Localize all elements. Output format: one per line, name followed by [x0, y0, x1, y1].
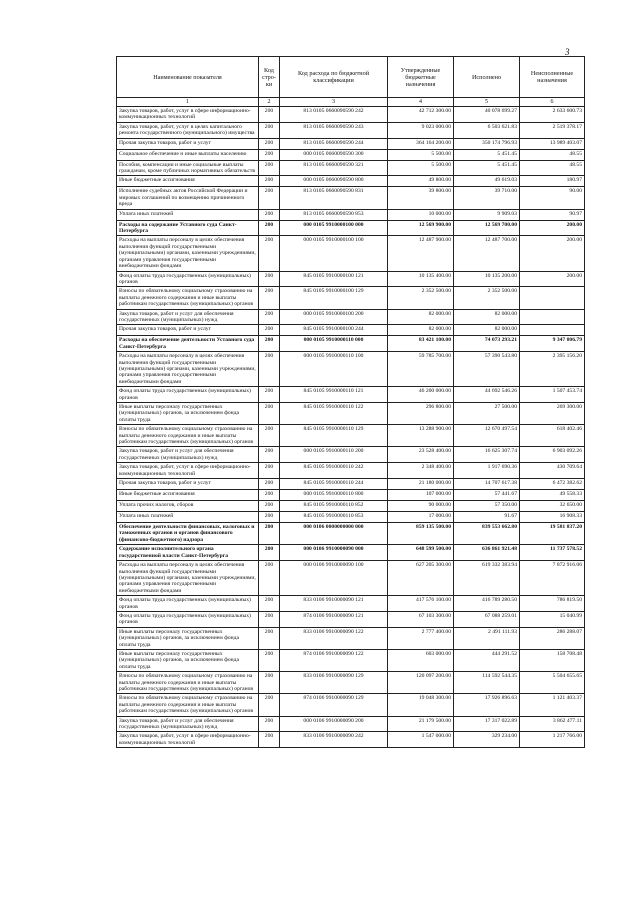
cell-budget-code: 000 0106 9910000090 100: [280, 561, 388, 596]
cell-unexecuted: [520, 309, 585, 325]
cell-executed: 44 692 546.26: [454, 387, 520, 403]
table-row: [117, 611, 585, 627]
table-row: [117, 220, 585, 236]
cell-budget-code: 833 0106 9910000090 121: [280, 596, 388, 612]
cell-indicator-name: Закупка товаров, работ, услуг в сфере информационно-коммуникационных технологий: [117, 463, 259, 479]
column-number-row: [117, 98, 585, 107]
cell-executed: 10 135 200.00: [454, 271, 520, 287]
cell-budget-code: 874 0106 9910000090 121: [280, 611, 388, 627]
column-number: 1: [117, 98, 259, 107]
cell-approved: 67 103 300.00: [388, 611, 454, 627]
cell-unexecuted: 7 872 916.06: [520, 561, 585, 596]
cell-approved: 42 712 300.00: [388, 107, 454, 123]
cell-unexecuted: 5 504 655.65: [520, 672, 585, 694]
cell-budget-code: 845 0105 9910000110 853: [280, 512, 388, 523]
cell-row-code: 200: [259, 512, 280, 523]
cell-budget-code: 000 0105 9910000110 800: [280, 490, 388, 501]
table-row: [117, 425, 585, 447]
header-indicator-name: Наименование показателя: [117, 57, 259, 98]
cell-budget-code: 000 0105 9910000100 000: [280, 220, 388, 236]
cell-row-code: 200: [259, 732, 280, 748]
table-row: [117, 403, 585, 425]
cell-budget-code: 845 0105 9910000110 122: [280, 403, 388, 425]
cell-indicator-name: Иные бюджетные ассигнования: [117, 490, 259, 501]
cell-executed: 17 317 022.89: [454, 716, 520, 732]
cell-row-code: 200: [259, 627, 280, 649]
cell-executed: 619 332 383.94: [454, 561, 520, 596]
cell-indicator-name: Фонд оплаты труда государственных (муниципальных) органов: [117, 611, 259, 627]
cell-row-code: 200: [259, 425, 280, 447]
cell-row-code: 200: [259, 271, 280, 287]
cell-indicator-name: Расходы на обеспечение деятельности Уставного суда Санкт-Петербурга: [117, 336, 259, 352]
header-row-code: Код стро- ки: [259, 57, 280, 98]
cell-row-code: 200: [259, 236, 280, 271]
cell-indicator-name: Закупка товаров, работ, услуг в сфере информационно-коммуникационных технологий: [117, 732, 259, 748]
cell-executed: 74 073 293.21: [454, 336, 520, 352]
cell-row-code: 200: [259, 209, 280, 220]
cell-indicator-name: Иные выплаты персоналу государственных (муниципальных) органов, за исключением фонда оплаты труда: [117, 627, 259, 649]
cell-indicator-name: Закупка товаров, работ, услуг в целях капитального ремонта государственного (муниципального) имущества: [117, 122, 259, 138]
cell-approved: 107 000.00: [388, 490, 454, 501]
cell-executed: 839 553 662.80: [454, 523, 520, 545]
cell-budget-code: 000 0105 9910000110 000: [280, 336, 388, 352]
cell-row-code: 200: [259, 160, 280, 176]
cell-row-code: 200: [259, 138, 280, 149]
cell-budget-code: 813 0105 0660090590 244: [280, 138, 388, 149]
cell-row-code: 200: [259, 545, 280, 561]
cell-budget-code: 845 0105 9910000110 852: [280, 501, 388, 512]
cell-indicator-name: Прочая закупка товаров, работ и услуг: [117, 325, 259, 336]
table-row: [117, 325, 585, 336]
cell-unexecuted: 90.00: [520, 187, 585, 209]
cell-unexecuted: 11 737 578.52: [520, 545, 585, 561]
cell-row-code: 200: [259, 672, 280, 694]
table-row: [117, 287, 585, 309]
cell-budget-code: 874 0106 9910000090 122: [280, 649, 388, 671]
cell-unexecuted: 32 650.00: [520, 501, 585, 512]
table-row: [117, 138, 585, 149]
table-body: [117, 107, 585, 748]
cell-approved: 59 785 700.00: [388, 352, 454, 387]
cell-unexecuted: 90.97: [520, 209, 585, 220]
cell-unexecuted: 9 347 806.79: [520, 336, 585, 352]
cell-executed: 82 000.00: [454, 309, 520, 325]
budget-execution-table: [116, 56, 585, 748]
cell-indicator-name: Расходы на выплаты персоналу в целях обеспечения выполнения функций государственными (муниципальными) органами, казенными учреждениями, органами управления государственными внебюджетными фондами: [117, 352, 259, 387]
cell-unexecuted: 430 709.64: [520, 463, 585, 479]
cell-approved: 23 528 400.00: [388, 447, 454, 463]
cell-unexecuted: 2 633 600.73: [520, 107, 585, 123]
cell-unexecuted: 200.00: [520, 271, 585, 287]
cell-approved: 12 569 900.00: [388, 220, 454, 236]
cell-executed: 12 670 497.54: [454, 425, 520, 447]
cell-approved: 10 135 400.00: [388, 271, 454, 287]
cell-executed: 114 592 544.35: [454, 672, 520, 694]
cell-indicator-name: Взносы по обязательному социальному страхованию на выплаты денежного содержания и иные выплаты работникам государственных (муниципальных) органов: [117, 287, 259, 309]
cell-approved: 83 421 100.00: [388, 336, 454, 352]
cell-executed: 444 291.52: [454, 649, 520, 671]
header-executed: Исполнено: [454, 57, 520, 98]
cell-approved: 5 500.00: [388, 149, 454, 160]
cell-budget-code: 000 0105 9910000110 200: [280, 447, 388, 463]
cell-indicator-name: Взносы по обязательному социальному страхованию на выплаты денежного содержания и иные выплаты работникам государственных (муниципальных) органов: [117, 425, 259, 447]
table-row: [117, 545, 585, 561]
cell-approved: 10 000.00: [388, 209, 454, 220]
cell-budget-code: 845 0105 9910000110 129: [280, 425, 388, 447]
cell-indicator-name: Фонд оплаты труда государственных (муниципальных) органов: [117, 387, 259, 403]
cell-row-code: 200: [259, 220, 280, 236]
cell-approved: 21 179 500.00: [388, 716, 454, 732]
cell-indicator-name: Уплата иных платежей: [117, 512, 259, 523]
cell-executed: 1 917 690.36: [454, 463, 520, 479]
table-row: [117, 490, 585, 501]
cell-approved: 1 547 000.00: [388, 732, 454, 748]
table-row: [117, 561, 585, 596]
cell-approved: 46 200 000.00: [388, 387, 454, 403]
cell-indicator-name: Уплата иных платежей: [117, 209, 259, 220]
cell-unexecuted: 200.00: [520, 236, 585, 271]
column-number: 5: [454, 98, 520, 107]
cell-row-code: 200: [259, 309, 280, 325]
cell-approved: 90 000.00: [388, 501, 454, 512]
cell-executed: 329 234.00: [454, 732, 520, 748]
cell-executed: 636 861 921.48: [454, 545, 520, 561]
cell-budget-code: 813 0105 0660090590 242: [280, 107, 388, 123]
cell-budget-code: 845 0105 9910000100 121: [280, 271, 388, 287]
cell-unexecuted: 48.55: [520, 149, 585, 160]
cell-executed: 5 451.45: [454, 160, 520, 176]
cell-unexecuted: 15 040.99: [520, 611, 585, 627]
cell-unexecuted: 16 908.33: [520, 512, 585, 523]
cell-approved: 627 205 300.00: [388, 561, 454, 596]
cell-row-code: 200: [259, 694, 280, 716]
table-row: [117, 176, 585, 187]
cell-executed: 67 088 259.01: [454, 611, 520, 627]
cell-row-code: 200: [259, 611, 280, 627]
cell-budget-code: 000 0105 9910000110 100: [280, 352, 388, 387]
cell-indicator-name: Содержание исполнительного органа государственной власти Санкт-Петербурга: [117, 545, 259, 561]
table-row: [117, 187, 585, 209]
table-row: [117, 352, 585, 387]
header-budget-code: Код расхода по бюджетной классификации: [280, 57, 388, 98]
cell-approved: 296 800.00: [388, 403, 454, 425]
cell-row-code: 200: [259, 596, 280, 612]
cell-budget-code: 000 0106 0000000000 000: [280, 523, 388, 545]
cell-unexecuted: 618 402.46: [520, 425, 585, 447]
cell-budget-code: 813 0105 0660090590 243: [280, 122, 388, 138]
cell-approved: 39 800.00: [388, 187, 454, 209]
cell-indicator-name: Прочая закупка товаров, работ и услуг: [117, 138, 259, 149]
cell-row-code: 200: [259, 716, 280, 732]
table-row: [117, 309, 585, 325]
cell-budget-code: 833 0106 9910000090 122: [280, 627, 388, 649]
cell-approved: 13 288 900.00: [388, 425, 454, 447]
cell-executed: 57 390 543.80: [454, 352, 520, 387]
cell-executed: 2 352 500.00: [454, 287, 520, 309]
cell-indicator-name: Иные выплаты персоналу государственных (муниципальных) органов, за исключением фонда оплаты труда: [117, 649, 259, 671]
cell-executed: 12 487 700.00: [454, 236, 520, 271]
cell-executed: 14 707 617.38: [454, 479, 520, 490]
cell-approved: 603 000.00: [388, 649, 454, 671]
cell-row-code: 200: [259, 561, 280, 596]
cell-executed: 82 000.00: [454, 325, 520, 336]
header-approved: Утвержденные бюджетные назначения: [388, 57, 454, 98]
cell-executed: 12 569 700.00: [454, 220, 520, 236]
cell-row-code: 200: [259, 149, 280, 160]
cell-indicator-name: Пособия, компенсации и иные социальные выплаты гражданам, кроме публичных нормативных обязательств: [117, 160, 259, 176]
cell-unexecuted: 49 558.33: [520, 490, 585, 501]
column-number: 6: [520, 98, 585, 107]
cell-row-code: 200: [259, 287, 280, 309]
cell-approved: 2 352 500.00: [388, 287, 454, 309]
cell-indicator-name: Расходы на содержание Уставного суда Санкт-Петербурга: [117, 220, 259, 236]
table-row: [117, 501, 585, 512]
table-row: [117, 596, 585, 612]
cell-unexecuted: 2 395 156.20: [520, 352, 585, 387]
table-row: [117, 523, 585, 545]
cell-budget-code: 845 0105 9910000110 244: [280, 479, 388, 490]
cell-indicator-name: Уплата прочих налогов, сборов: [117, 501, 259, 512]
cell-budget-code: 874 0106 9910000090 129: [280, 694, 388, 716]
cell-indicator-name: Закупка товаров, работ и услуг для обеспечения государственных (муниципальных) нужд: [117, 447, 259, 463]
cell-unexecuted: [520, 287, 585, 309]
cell-row-code: 200: [259, 501, 280, 512]
table-row: [117, 649, 585, 671]
cell-unexecuted: 286 288.07: [520, 627, 585, 649]
table-row: [117, 107, 585, 123]
cell-row-code: 200: [259, 187, 280, 209]
cell-executed: 6 503 621.83: [454, 122, 520, 138]
cell-row-code: 200: [259, 479, 280, 490]
column-number: 3: [280, 98, 388, 107]
cell-indicator-name: Закупка товаров, работ и услуг для обеспечения государственных (муниципальных) нужд: [117, 309, 259, 325]
cell-budget-code: 000 0105 9910000100 100: [280, 236, 388, 271]
header-unexecuted: Неисполненные назначения: [520, 57, 585, 98]
cell-budget-code: 813 0105 0660090590 831: [280, 187, 388, 209]
table-row: [117, 672, 585, 694]
table-row: [117, 627, 585, 649]
table-row: [117, 479, 585, 490]
cell-indicator-name: Расходы на выплаты персоналу в целях обеспечения выполнения функций государственными (муниципальными) органами, казенными учреждениями, органами управления государственными внебюджетными фондами: [117, 561, 259, 596]
cell-row-code: 200: [259, 325, 280, 336]
cell-row-code: 200: [259, 107, 280, 123]
cell-unexecuted: 786 819.50: [520, 596, 585, 612]
cell-approved: 82 000.00: [388, 325, 454, 336]
cell-approved: 21 180 000.00: [388, 479, 454, 490]
table-row: [117, 122, 585, 138]
cell-indicator-name: Исполнение судебных актов Российской Федерации и мировых соглашений по возмещению причиненного вреда: [117, 187, 259, 209]
cell-row-code: 200: [259, 336, 280, 352]
table-row: [117, 387, 585, 403]
cell-indicator-name: Иные выплаты персоналу государственных (муниципальных) органов, за исключением фонда оплаты труда: [117, 403, 259, 425]
cell-approved: 82 000.00: [388, 309, 454, 325]
table-row: [117, 209, 585, 220]
cell-row-code: 200: [259, 122, 280, 138]
cell-row-code: 200: [259, 403, 280, 425]
cell-unexecuted: [520, 325, 585, 336]
cell-row-code: 200: [259, 387, 280, 403]
cell-unexecuted: 6 472 382.62: [520, 479, 585, 490]
cell-budget-code: 833 0106 9910000090 242: [280, 732, 388, 748]
cell-executed: 39 710.00: [454, 187, 520, 209]
cell-approved: 2 348 400.00: [388, 463, 454, 479]
cell-budget-code: 845 0105 9910000110 242: [280, 463, 388, 479]
cell-approved: 49 800.00: [388, 176, 454, 187]
cell-approved: 19 048 300.00: [388, 694, 454, 716]
cell-executed: 27 500.00: [454, 403, 520, 425]
table-row: [117, 716, 585, 732]
cell-approved: 5 500.00: [388, 160, 454, 176]
cell-unexecuted: 6 903 092.26: [520, 447, 585, 463]
cell-unexecuted: 2 519 378.17: [520, 122, 585, 138]
cell-budget-code: 833 0106 9910000090 129: [280, 672, 388, 694]
cell-executed: 91.67: [454, 512, 520, 523]
cell-budget-code: 000 0106 9910000090 200: [280, 716, 388, 732]
cell-budget-code: 845 0105 9910000110 121: [280, 387, 388, 403]
cell-executed: 416 789 280.50: [454, 596, 520, 612]
cell-approved: 2 777 400.00: [388, 627, 454, 649]
cell-indicator-name: Фонд оплаты труда государственных (муниципальных) органов: [117, 596, 259, 612]
cell-unexecuted: 19 581 837.20: [520, 523, 585, 545]
cell-executed: 49 619.03: [454, 176, 520, 187]
cell-unexecuted: 269 300.00: [520, 403, 585, 425]
cell-budget-code: 813 0105 0660090590 853: [280, 209, 388, 220]
table-row: [117, 149, 585, 160]
table-row: [117, 694, 585, 716]
cell-approved: 12 487 900.00: [388, 236, 454, 271]
column-number: 2: [259, 98, 280, 107]
cell-indicator-name: Фонд оплаты труда государственных (муниципальных) органов: [117, 271, 259, 287]
cell-row-code: 200: [259, 463, 280, 479]
cell-unexecuted: 3 862 477.11: [520, 716, 585, 732]
cell-indicator-name: Социальное обеспечение и иные выплаты населению: [117, 149, 259, 160]
cell-approved: 9 023 000.00: [388, 122, 454, 138]
cell-budget-code: 845 0105 9910000100 129: [280, 287, 388, 309]
cell-approved: 17 000.00: [388, 512, 454, 523]
cell-budget-code: 813 0105 0660090590 321: [280, 160, 388, 176]
cell-budget-code: 000 0105 9910000100 200: [280, 309, 388, 325]
cell-executed: 16 625 307.74: [454, 447, 520, 463]
cell-row-code: 200: [259, 352, 280, 387]
cell-approved: 417 576 100.00: [388, 596, 454, 612]
cell-executed: 350 174 796.93: [454, 138, 520, 149]
cell-indicator-name: Закупка товаров, работ, услуг в сфере информационно-коммуникационных технологий: [117, 107, 259, 123]
cell-budget-code: 000 0106 9910000090 000: [280, 545, 388, 561]
cell-executed: 2 491 111.93: [454, 627, 520, 649]
cell-indicator-name: Закупка товаров, работ и услуг для обеспечения государственных (муниципальных) нужд: [117, 716, 259, 732]
cell-unexecuted: 158 708.48: [520, 649, 585, 671]
cell-executed: 5 451.45: [454, 149, 520, 160]
cell-executed: 57 350.00: [454, 501, 520, 512]
cell-approved: 120 097 200.00: [388, 672, 454, 694]
cell-budget-code: 000 0105 0660090590 800: [280, 176, 388, 187]
table-row: [117, 463, 585, 479]
cell-indicator-name: Прочая закупка товаров, работ и услуг: [117, 479, 259, 490]
cell-approved: 859 135 500.00: [388, 523, 454, 545]
table-header-row: [117, 57, 585, 98]
cell-executed: 40 078 699.27: [454, 107, 520, 123]
column-number: 4: [388, 98, 454, 107]
cell-unexecuted: 1 121 403.37: [520, 694, 585, 716]
page-number: 3: [565, 47, 570, 57]
cell-row-code: 200: [259, 523, 280, 545]
cell-row-code: 200: [259, 649, 280, 671]
table-row: [117, 160, 585, 176]
cell-budget-code: 845 0105 9910000100 244: [280, 325, 388, 336]
cell-executed: 57 441.67: [454, 490, 520, 501]
table-row: [117, 336, 585, 352]
cell-unexecuted: 200.00: [520, 220, 585, 236]
table-row: [117, 512, 585, 523]
cell-indicator-name: Взносы по обязательному социальному страхованию на выплаты денежного содержания и иные выплаты работникам государственных (муниципальных) органов: [117, 694, 259, 716]
cell-budget-code: 000 0105 0660090590 300: [280, 149, 388, 160]
cell-indicator-name: Взносы по обязательному социальному страхованию на выплаты денежного содержания и иные выплаты работникам государственных (муниципальных) органов: [117, 672, 259, 694]
table-row: [117, 447, 585, 463]
cell-approved: 364 164 200.00: [388, 138, 454, 149]
cell-indicator-name: Обеспечение деятельности финансовых, налоговых и таможенных органов и органов финансового (финансово-бюджетного) надзора: [117, 523, 259, 545]
cell-indicator-name: Расходы на выплаты персоналу в целях обеспечения выполнения функций государственными (муниципальными) органами, казенными учреждениями, органами управления государственными внебюджетными фондами: [117, 236, 259, 271]
cell-indicator-name: Иные бюджетные ассигнования: [117, 176, 259, 187]
cell-unexecuted: 48.55: [520, 160, 585, 176]
table-row: [117, 236, 585, 271]
table-row: [117, 732, 585, 748]
cell-unexecuted: 13 989 403.07: [520, 138, 585, 149]
cell-executed: 9 909.03: [454, 209, 520, 220]
cell-row-code: 200: [259, 447, 280, 463]
cell-row-code: 200: [259, 490, 280, 501]
cell-row-code: 200: [259, 176, 280, 187]
cell-unexecuted: 1 507 453.74: [520, 387, 585, 403]
cell-unexecuted: 180.97: [520, 176, 585, 187]
cell-approved: 648 599 500.00: [388, 545, 454, 561]
cell-unexecuted: 1 217 766.00: [520, 732, 585, 748]
cell-executed: 17 926 896.63: [454, 694, 520, 716]
table-row: [117, 271, 585, 287]
